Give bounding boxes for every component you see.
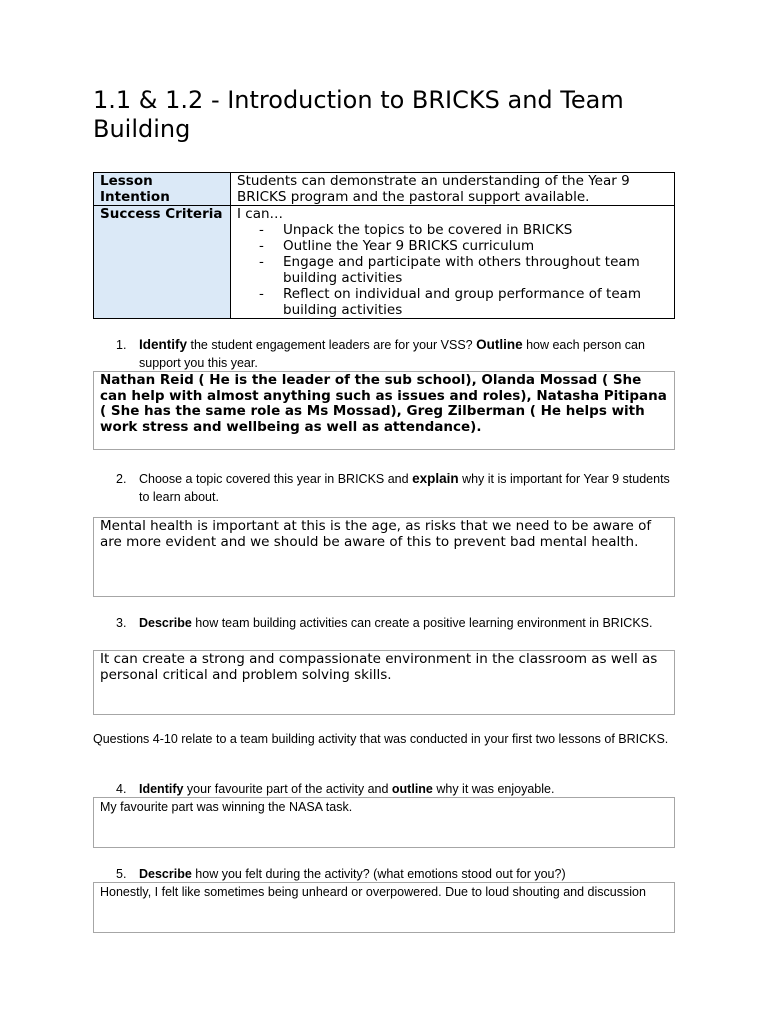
criteria-item: - Outline the Year 9 BRICKS curriculum: [283, 238, 668, 254]
question-verb: explain: [412, 471, 459, 486]
questions-note: Questions 4-10 relate to a team building activity that was conducted in your first two lessons of BRICKS.: [93, 732, 669, 746]
question-number: 4.: [116, 782, 127, 796]
answer-box-4[interactable]: My favourite part was winning the NASA task.: [93, 797, 675, 848]
question-verb: Identify: [139, 337, 188, 352]
question-number: 1.: [116, 338, 127, 352]
answer-box-5[interactable]: Honestly, I felt like sometimes being unheard or overpowered. Due to loud shouting and discussion: [93, 882, 675, 933]
lesson-intention-label: Lesson Intention: [94, 173, 231, 206]
success-criteria-cell: [231, 206, 675, 319]
question-text: the student engagement leaders are for your VSS?: [187, 338, 477, 352]
question-number: 5.: [116, 867, 127, 881]
lesson-intention-text: Students can demonstrate an understanding of the Year 9 BRICKS program and the pastoral support available.: [231, 173, 675, 206]
criteria-row: [94, 206, 675, 319]
question-text: how you felt during the activity? (what emotions stood out for you?): [191, 867, 566, 881]
answer-box-3[interactable]: It can create a strong and compassionate environment in the classroom as well as personal critical and problem solving skills.: [93, 650, 675, 715]
question-3: [116, 614, 679, 632]
criteria-list: [237, 222, 668, 318]
question-verb: Outline: [476, 337, 523, 352]
question-text: how each person can support you this year.: [139, 338, 645, 370]
question-text: Choose a topic covered this year in BRICKS and: [139, 472, 413, 486]
question-text: why it is important for Year 9 students to learn about.: [139, 472, 670, 504]
question-number: 2.: [116, 472, 127, 486]
criteria-item: - Reflect on individual and group performance of team building activities: [283, 286, 668, 318]
success-criteria-label: Success Criteria: [94, 206, 231, 319]
question-verb: Describe: [139, 867, 192, 881]
question-number: 3.: [116, 616, 127, 630]
question-2: [116, 470, 679, 506]
answer-box-2[interactable]: Mental health is important at this is the age, as risks that we need to be aware of are more evident and we should be aware of this to prevent bad mental health.: [93, 517, 675, 597]
question-verb: Identify: [139, 782, 184, 796]
criteria-intro: I can…: [237, 206, 284, 222]
criteria-item: - Unpack the topics to be covered in BRICKS: [283, 222, 668, 238]
question-text: how team building activities can create a positive learning environment in BRICKS.: [191, 616, 653, 630]
question-4: [116, 780, 679, 798]
question-verb: outline: [391, 782, 433, 796]
page-title: 1.1 & 1.2 - Introduction to BRICKS and Team Building: [93, 86, 624, 143]
answer-box-1[interactable]: Nathan Reid ( He is the leader of the sub school), Olanda Mossad ( She can help with almost anything such as issues and roles), Natasha Pitipana ( She has the same role as Ms Mossad), Greg Zilberman ( He helps with work stress and wellbeing as well as attendance).: [93, 371, 675, 450]
question-1: [116, 336, 679, 372]
lesson-intention-table: [93, 172, 675, 319]
question-verb: Describe: [139, 616, 192, 630]
criteria-item: - Engage and participate with others throughout team building activities: [283, 254, 668, 286]
question-text: your favourite part of the activity and: [183, 782, 392, 796]
intention-row: [94, 173, 675, 206]
question-text: why it was enjoyable.: [432, 782, 555, 796]
question-5: [116, 865, 679, 883]
